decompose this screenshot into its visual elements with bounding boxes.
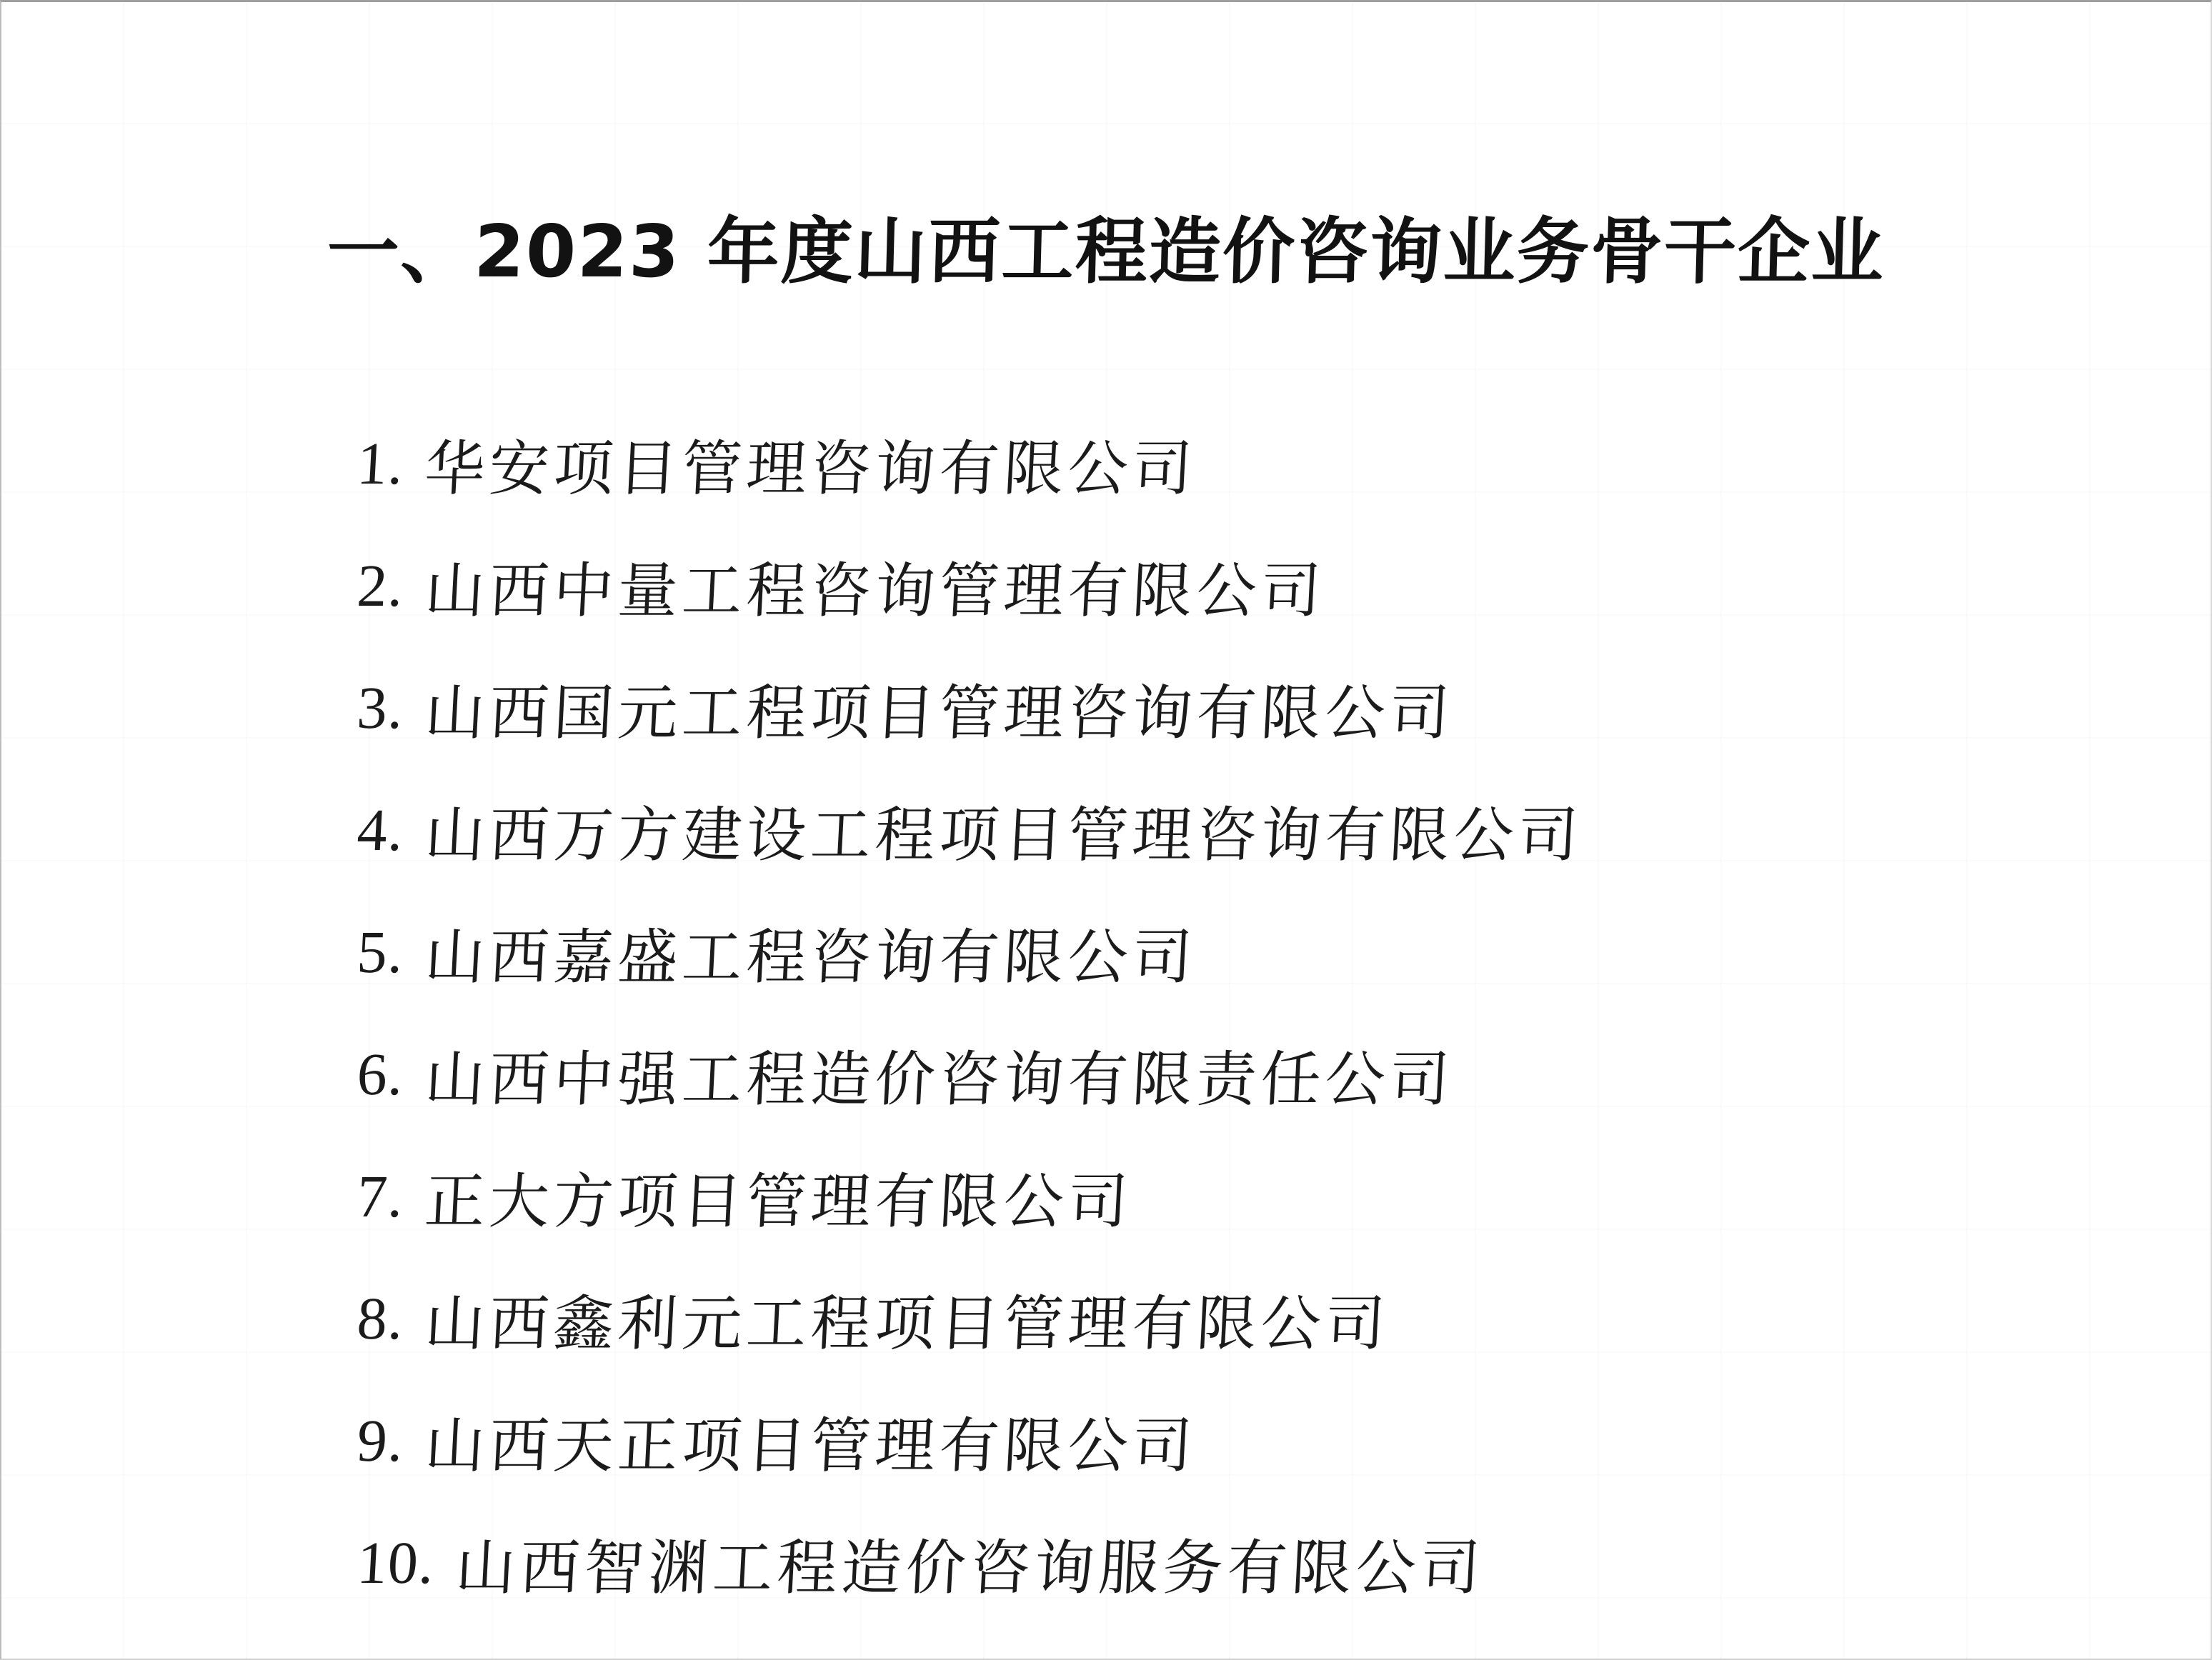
list-item (354, 769, 2212, 891)
list-item-number: 8. (355, 1286, 406, 1352)
list-item-number: 4. (355, 797, 406, 864)
list-item (354, 1380, 2212, 1502)
list-item (354, 1136, 2212, 1258)
company-name: 山西万方建设工程项目管理咨询有限公司 (423, 803, 1585, 869)
list-item (354, 1502, 2212, 1624)
company-name: 山西智渊工程造价咨询服务有限公司 (454, 1536, 1487, 1602)
list-item-number: 5. (355, 919, 406, 986)
list-item (354, 1258, 2212, 1380)
list-item-number: 7. (355, 1164, 406, 1230)
list-item-number: 2. (355, 553, 406, 619)
list-item-number: 1. (355, 431, 406, 497)
list-item-number: 9. (355, 1408, 406, 1474)
list-item-number: 6. (355, 1041, 406, 1108)
list-item (354, 1014, 2212, 1136)
company-name: 华安项目管理咨询有限公司 (423, 436, 1199, 503)
list-item (354, 891, 2212, 1014)
company-name: 山西天正项目管理有限公司 (423, 1414, 1199, 1480)
company-name: 山西中强工程造价咨询有限责任公司 (423, 1047, 1456, 1114)
list-item-number: 3. (355, 675, 406, 741)
list-item-number: 10. (355, 1530, 437, 1596)
list-item (354, 403, 2212, 525)
company-list (357, 403, 2211, 1624)
list-item (354, 525, 2212, 647)
company-name: 正大方项目管理有限公司 (423, 1169, 1135, 1236)
page-title: 一、2023 年度山西工程造价咨询业务骨干企业 (326, 209, 1886, 294)
company-name: 山西国元工程项目管理咨询有限公司 (423, 681, 1456, 747)
company-name: 山西中量工程咨询管理有限公司 (423, 559, 1327, 625)
list-item (354, 647, 2212, 769)
company-name: 山西鑫利元工程项目管理有限公司 (423, 1291, 1392, 1358)
company-name: 山西嘉盛工程咨询有限公司 (423, 925, 1199, 991)
